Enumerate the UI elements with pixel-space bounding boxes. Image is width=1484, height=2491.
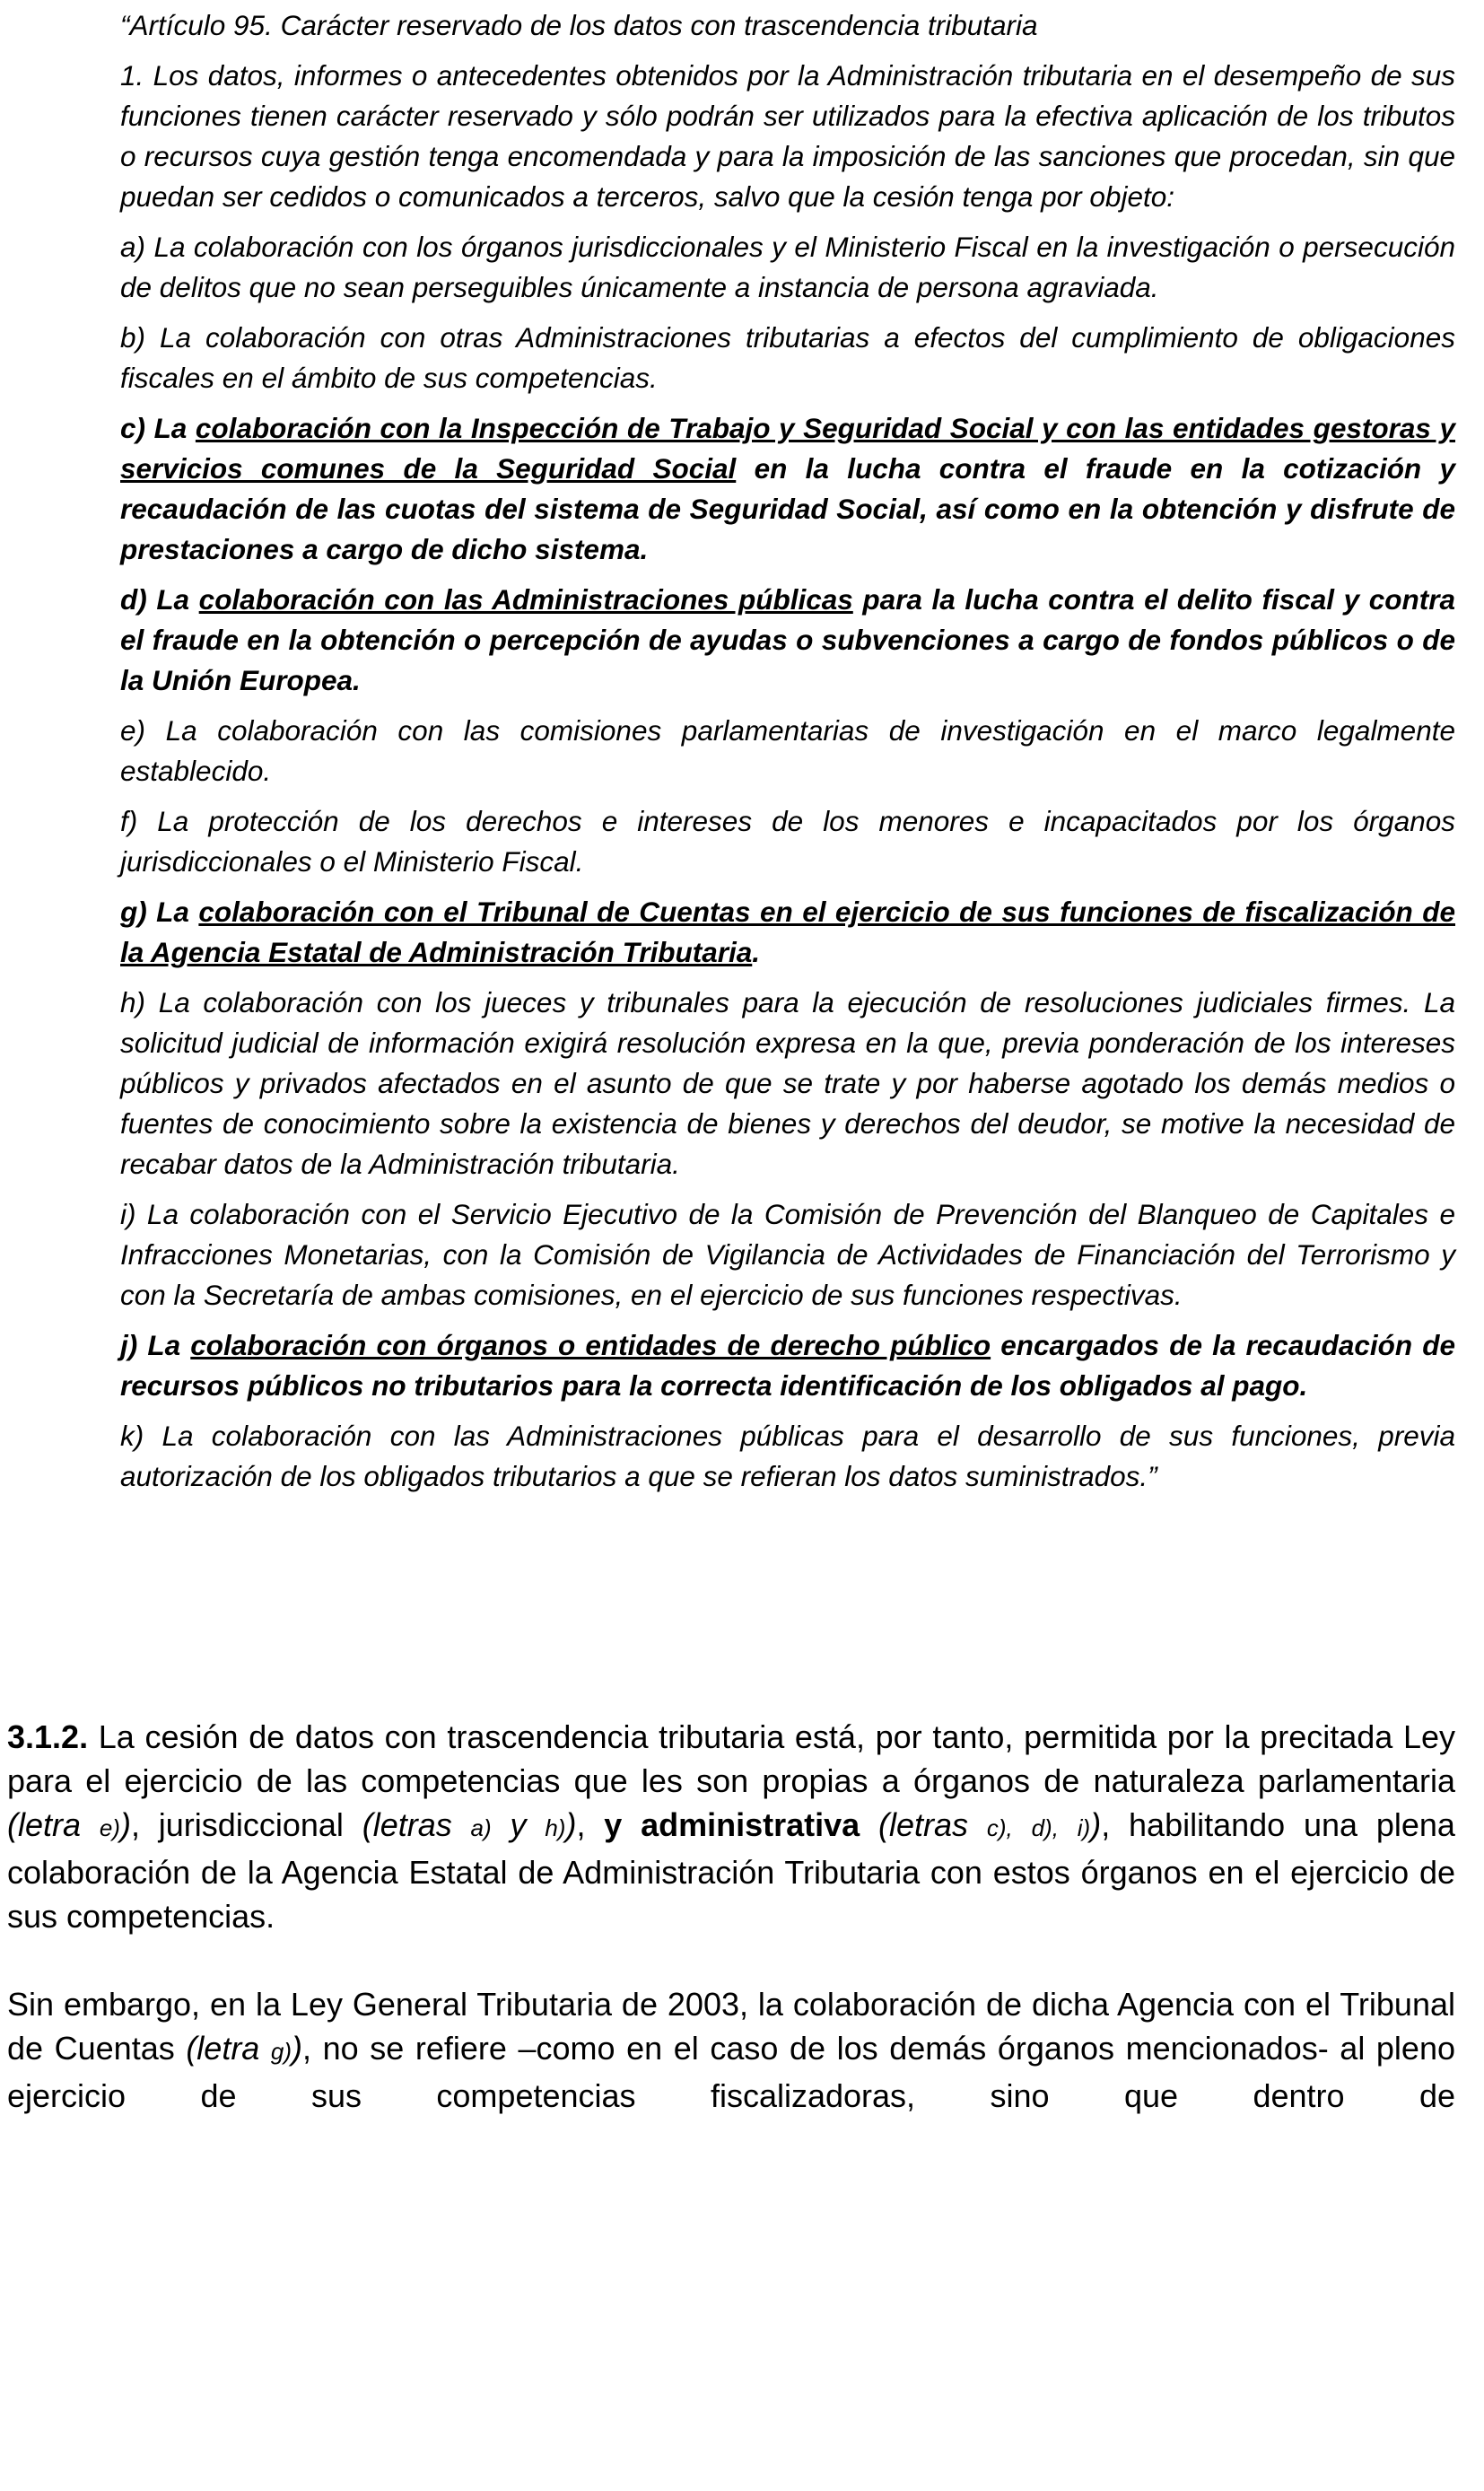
item-g-prefix: g) La — [120, 896, 199, 928]
p1-ref-1-open: (letra — [7, 1806, 100, 1843]
article-paragraph-1: 1. Los datos, informes o antecedentes obtenidos por la Administración tributaria en el desempeño de sus funciones tienen carácter reservado y sólo podrán ser utilizados para la efectiva aplicación de los tributos o recursos cuya gestión tenga encomendada y para la imposición de las sanciones que procedan, sin que puedan ser cedidos o comunicados a terceros, salvo que la cesión tenga por objeto: — [120, 59, 1455, 213]
article-title: “Artículo 95. Carácter reservado de los datos con trascendencia tributaria — [120, 9, 1038, 41]
item-a: a) La colaboración con los órganos jurisdiccionales y el Ministerio Fiscal en la investigación o persecución de delitos que no sean perseguibles únicamente a instancia de persona agraviada. — [120, 231, 1455, 303]
p1-ref-3-letter-c: c), — [986, 1814, 1013, 1841]
p1-bold-administrativa: y administrativa — [604, 1806, 860, 1843]
p1-ref-1-letter: e) — [99, 1814, 120, 1841]
item-c — [120, 408, 1455, 570]
p2-ref-close: ) — [292, 2030, 303, 2067]
item-d-rest: para la lucha contra el delito fiscal y contra el fraude en la obtención o percepción de ayudas o subvenciones a cargo de fondos públicos o de la Unión Europea. — [120, 583, 1456, 696]
p1-ref-2-letter-h: h) — [545, 1814, 566, 1841]
p1-ref-3-letter-i: i) — [1077, 1814, 1091, 1841]
body-text — [7, 1715, 1455, 2162]
p1-text-5: , habilitando una plena colaboración de la Agencia Estatal de Administración Tributaria con estos órganos en el ejercicio de sus competencias. — [7, 1806, 1455, 1935]
item-c-prefix: c) La — [120, 412, 196, 444]
item-g-underlined: colaboración con el Tribunal de Cuentas en el ejercicio de sus funciones de fiscalización de la Agencia Estatal de Administración Tributaria — [120, 896, 1455, 968]
item-g-rest: . — [752, 936, 761, 968]
p1-ref-3-close: ) — [1090, 1806, 1102, 1843]
item-g — [120, 892, 1455, 973]
paragraph-sin-embargo — [7, 1982, 1455, 2118]
item-h: h) La colaboración con los jueces y tribunales para la ejecución de resoluciones judiciales firmes. La solicitud judicial de información exigirá resolución expresa en la que, previa ponderación de los intereses públicos y privados afectados en el asunto de que se trate y por haberse agotado los demás medios o fuentes de conocimiento sobre la existencia de bienes y derechos del deudor, se motive la necesidad de recabar datos de la Administración tributaria. — [120, 986, 1455, 1180]
item-d — [120, 580, 1455, 701]
item-f: f) La protección de los derechos e intereses de los menores e incapacitados por los órganos jurisdiccionales o el Ministerio Fiscal. — [120, 805, 1455, 878]
p1-ref-2-close: ) — [565, 1806, 577, 1843]
item-c-underlined: colaboración con la Inspección de Trabajo y Seguridad Social y con las entidades gestoras y servicios comunes de la Seguridad Social — [120, 412, 1455, 485]
p1-ref-2-open: (letras — [362, 1806, 471, 1843]
item-j-prefix: j) La — [120, 1329, 191, 1361]
item-c-rest: en la lucha contra el fraude en la cotización y recaudación de las cuotas del sistema de Seguridad Social, así como en la obtención y disfrute de prestaciones a cargo de dicho sistema. — [120, 452, 1455, 565]
p1-ref-3-letter-d: d), — [1031, 1814, 1059, 1841]
paragraph-3-1-2 — [7, 1715, 1455, 1938]
section-number: 3.1.2. — [7, 1718, 89, 1755]
p2-ref-letter-g: g) — [270, 2038, 292, 2065]
p1-text-3: , — [576, 1806, 605, 1843]
p1-ref-1-close: ) — [119, 1806, 131, 1843]
p1-ref-2-letter-a: a) — [470, 1814, 492, 1841]
article-95-quote — [120, 5, 1455, 1507]
p1-ref-2-and: y — [491, 1806, 546, 1843]
p1-text-4 — [860, 1806, 878, 1843]
p2-text-1: Sin embargo, en la Ley General Tributaria de 2003, la colaboración de dicha Agencia con el Tribunal de Cuentas — [7, 1986, 1455, 2067]
p1-ref-3-space-1 — [1013, 1806, 1032, 1843]
p2-ref-open: (letra — [186, 2030, 271, 2067]
p1-text-2: , jurisdiccional — [130, 1806, 362, 1843]
item-d-underlined: colaboración con las Administraciones públicas — [198, 583, 853, 616]
item-j — [120, 1325, 1455, 1406]
p1-ref-3-space-2 — [1059, 1806, 1078, 1843]
p1-ref-3-open: (letras — [878, 1806, 987, 1843]
item-d-prefix: d) La — [120, 583, 199, 616]
item-j-underlined: colaboración con órganos o entidades de derecho público — [190, 1329, 991, 1361]
item-j-rest: encargados de la recaudación de recursos públicos no tributarios para la correcta identificación de los obligados al pago. — [120, 1329, 1455, 1402]
item-e: e) La colaboración con las comisiones parlamentarias de investigación en el marco legalmente establecido. — [120, 714, 1455, 787]
item-k: k) La colaboración con las Administraciones públicas para el desarrollo de sus funciones, previa autorización de los obligados tributarios a que se refieran los datos suministrados.” — [120, 1420, 1455, 1492]
item-i: i) La colaboración con el Servicio Ejecutivo de la Comisión de Prevención del Blanqueo de Capitales e Infracciones Monetarias, con la Comisión de Vigilancia de Actividades de Financiación del Terrorismo y con la Secretaría de ambas comisiones, en el ejercicio de sus funciones respectivas. — [120, 1198, 1455, 1311]
p1-text-1: La cesión de datos con trascendencia tributaria está, por tanto, permitida por la precitada Ley para el ejercicio de las competencias que les son propias a órganos de naturaleza parlamentaria — [7, 1718, 1455, 1799]
p2-text-2: , no se refiere –como en el caso de los demás órganos mencionados- al pleno ejercicio de sus competencias fiscalizadoras, sino que dentro de — [7, 2030, 1455, 2114]
item-b: b) La colaboración con otras Administraciones tributarias a efectos del cumplimiento de obligaciones fiscales en el ámbito de sus competencias. — [120, 321, 1455, 394]
